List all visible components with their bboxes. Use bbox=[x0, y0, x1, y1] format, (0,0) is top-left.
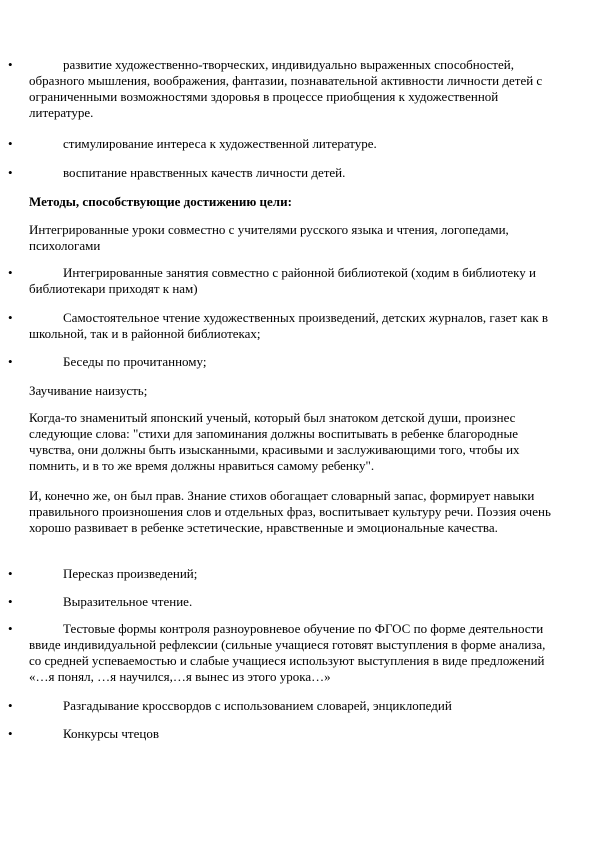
bullet-icon: • bbox=[8, 354, 13, 369]
list-item-contests bbox=[29, 726, 559, 742]
bullet-icon: • bbox=[8, 566, 13, 581]
bullet-icon: • bbox=[8, 265, 13, 280]
list-item-text: развитие художественно-творческих, индивидуально выраженных способностей, образного мышления, воображения, фантазии, познавательной активности личности детей с ограниченными возможностями здоровья в процессе приобщения к художественной литературе. bbox=[29, 57, 543, 120]
bullet-icon: • bbox=[8, 698, 13, 713]
bullet-icon: • bbox=[8, 310, 13, 325]
list-item-library bbox=[29, 265, 559, 297]
bullet-icon: • bbox=[8, 621, 13, 636]
bullet-icon: • bbox=[8, 726, 13, 741]
list-item-text: Самостоятельное чтение художественных произведений, детских журналов, газет как в школьной, так и в районной библиотеках; bbox=[29, 310, 548, 341]
list-item-text: Интегрированные занятия совместно с районной библиотекой (ходим в библиотеку и библиотекари приходят к нам) bbox=[29, 265, 537, 296]
list-item-expressive-reading bbox=[29, 594, 559, 610]
paragraph-memorize: Заучивание наизусть; bbox=[29, 383, 148, 398]
list-item-retelling bbox=[29, 566, 559, 582]
bullet-icon: • bbox=[8, 136, 13, 151]
list-item-text: стимулирование интереса к художественной литературе. bbox=[63, 136, 377, 151]
paragraph-quote: Когда-то знаменитый японский ученый, который был знатоком детской души, произнес следующие слова: "стихи для запоминания должны воспитывать в ребенке благородные чувства, они должны быть изысканными, красивыми и заслуживающими того, чтобы их помнить, и в то же время должны нравиться самому ребенку". bbox=[29, 410, 520, 473]
paragraph-integrated-lessons: Интегрированные уроки совместно с учителями русского языка и чтения, логопедами, психологами bbox=[29, 222, 509, 253]
list-item-moral bbox=[29, 165, 559, 181]
list-item-self-reading bbox=[29, 310, 559, 342]
bullet-icon: • bbox=[8, 57, 13, 72]
list-item-abilities bbox=[29, 57, 559, 121]
list-item-text: Конкурсы чтецов bbox=[63, 726, 159, 741]
paragraph-poetry: И, конечно же, он был прав. Знание стихов обогащает словарный запас, формирует навыки правильного произношения слов и отдельных фраз, воспитывает культуру речи. Поэзия очень хорошо развивает в ребенке эстетические, нравственные и эмоциональные качества. bbox=[29, 488, 551, 535]
list-item-text: Разгадывание кроссвордов с использованием словарей, энциклопедий bbox=[63, 698, 452, 713]
list-item-text: Тестовые формы контроля разноуровневое обучение по ФГОС по форме деятельности ввиде индивидуальной рефлексии (сильные учащиеся готовят выступления в форме анализа, со средней успеваемостью и слабые учащиеся используют выступления в виде предложений «…я понял, …я научился,…я вынес из этого урока…» bbox=[29, 621, 546, 684]
list-item-tests bbox=[29, 621, 559, 685]
list-item-crosswords bbox=[29, 698, 559, 714]
methods-heading: Методы, способствующие достижению цели: bbox=[29, 194, 292, 209]
list-item-text: воспитание нравственных качеств личности детей. bbox=[63, 165, 346, 180]
list-item-conversations bbox=[29, 354, 559, 370]
bullet-icon: • bbox=[8, 594, 13, 609]
bullet-icon: • bbox=[8, 165, 13, 180]
list-item-text: Пересказ произведений; bbox=[63, 566, 198, 581]
list-item-text: Выразительное чтение. bbox=[63, 594, 193, 609]
list-item-text: Беседы по прочитанному; bbox=[63, 354, 207, 369]
list-item-interest bbox=[29, 136, 559, 152]
